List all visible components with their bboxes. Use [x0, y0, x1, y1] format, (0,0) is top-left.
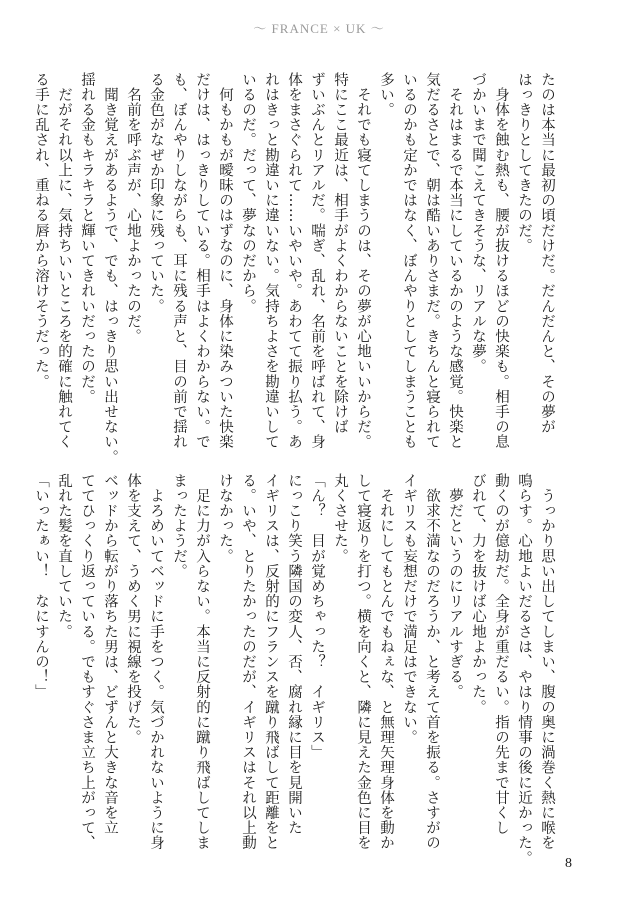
text-line: 体を支えて、うめく男に視線を投げた。: [125, 473, 141, 745]
text-line: 揺れる金もキラキラと輝いてきれいだったのだ。: [79, 72, 95, 405]
text-block-top: [33, 72, 558, 465]
text-line: る。いや、とりたかったのだが、イギリスはそれ以上動: [240, 473, 256, 851]
text-line: ててひっくり返っている。でもすぐさま立ち上がって、: [79, 473, 95, 851]
text-line: イギリスは、反射的にフランスを蹴り飛ばして距離をと: [263, 473, 279, 851]
text-line: ベッドから転がり落ちた男は、どずんと大きな音を立: [102, 473, 118, 836]
text-line: 身体を蝕む熱も、腰が抜けるほどの快楽も。相手の息: [493, 72, 509, 450]
text-line: 丸くさせた。: [332, 473, 348, 564]
running-header: 〜 FRANCE × UK 〜: [253, 21, 385, 36]
text-line: だがそれ以上に、気持ちいいところを的確に触れてく: [56, 72, 72, 450]
text-line: る手に乱され、重ねる唇から溶けそうだった。: [33, 72, 49, 390]
text-line: れはきっと勘違いに違いない。気持ちよさを勘違いして: [263, 72, 279, 450]
text-line: 聞き覚えがあるようで、でも、はっきり思い出せない。: [102, 72, 118, 465]
text-line: たのは本当に最初の頃だけだ。だんだんと、その夢が: [539, 72, 555, 435]
text-line: 夢だというのにリアルすぎる。: [447, 473, 463, 700]
text-line: 足に力が入らない。本当に反射的に蹴り飛ばしてしま: [194, 473, 210, 851]
text-line: ずいぶんとリアルだ。喘ぎ、乱れ、名前を呼ばれて、身: [309, 72, 325, 450]
text-line: にっこり笑う隣国の変人、否、腐れ縁に目を見開いた: [286, 473, 302, 836]
text-line: よろめいてベッドに手をつく。気づかれないように身: [148, 473, 164, 851]
text-line: づかいまで聞こえてきそうな、リアルな夢。: [470, 72, 486, 374]
text-line: それにしてもとんでもねぇな、と無理矢理身体を動か: [378, 473, 394, 851]
text-line: それはまるで本当にしているかのような感覚。快楽と: [447, 72, 463, 450]
text-line: 多い。: [378, 72, 394, 118]
text-line: も、ぼんやりしながらも、耳に残る声と、目の前で揺れ: [171, 72, 187, 450]
text-line: だけは、はっきりしている。相手はよくわからない。で: [194, 72, 210, 450]
text-line: 鳴らす。心地よいだるさは、やはり情事の後に近かった。: [516, 473, 532, 866]
text-line: 欲求不満なのだろうか、と考えて首を振る。さすがの: [424, 473, 440, 851]
text-line: はっきりとしてきたのだ。: [516, 72, 532, 254]
text-line: いるのかも定かではなく、ぼんやりとしてしまうことも: [401, 72, 417, 450]
text-line: 「ん？ 目が覚めちゃった？ イギリス」: [309, 473, 325, 760]
text-line: びれて、力を抜けば心地よかった。: [470, 473, 486, 715]
text-line: うっかり思い出してしまい、腹の奥に渦巻く熱に喉を: [539, 473, 555, 851]
text-line: して寝返りを打つ。横を向くと、隣に見えた金色に目を: [355, 473, 371, 851]
text-line: 気だるさとで、朝は酷いありさまだ。きちんと寝られて: [424, 72, 440, 450]
text-line: 特にここ最近は、相手がよくわからないことを除けば: [332, 72, 348, 435]
text-line: 「いったぁい！ なにすんの！」: [33, 473, 49, 700]
text-line: る金色がなぜか印象に残っていた。: [148, 72, 164, 314]
text-line: いるのだ。だって、夢なのだから。: [240, 72, 256, 314]
text-line: 動くのが億劫だ。全身が重だるい。指の先まで甘くし: [493, 473, 509, 836]
text-line: 名前を呼ぶ声が、心地よかったのだ。: [125, 72, 141, 344]
text-line: それでも寝てしまうのは、その夢が心地いいからだ。: [355, 72, 371, 450]
text-block-bottom: [33, 473, 558, 866]
text-line: 乱れた髪を直していた。: [56, 473, 72, 640]
text-line: 何もかもが曖昧のはずなのに、身体に染みついた快楽: [217, 72, 233, 450]
page-number: 8: [565, 856, 572, 871]
text-line: けなかった。: [217, 473, 233, 564]
text-line: イギリスも妄想だけで満足はできない。: [401, 473, 417, 745]
text-line: まったようだ。: [171, 473, 187, 579]
text-line: 体をまさぐられて……いやいや。あわてて振り払う。あ: [286, 72, 302, 450]
